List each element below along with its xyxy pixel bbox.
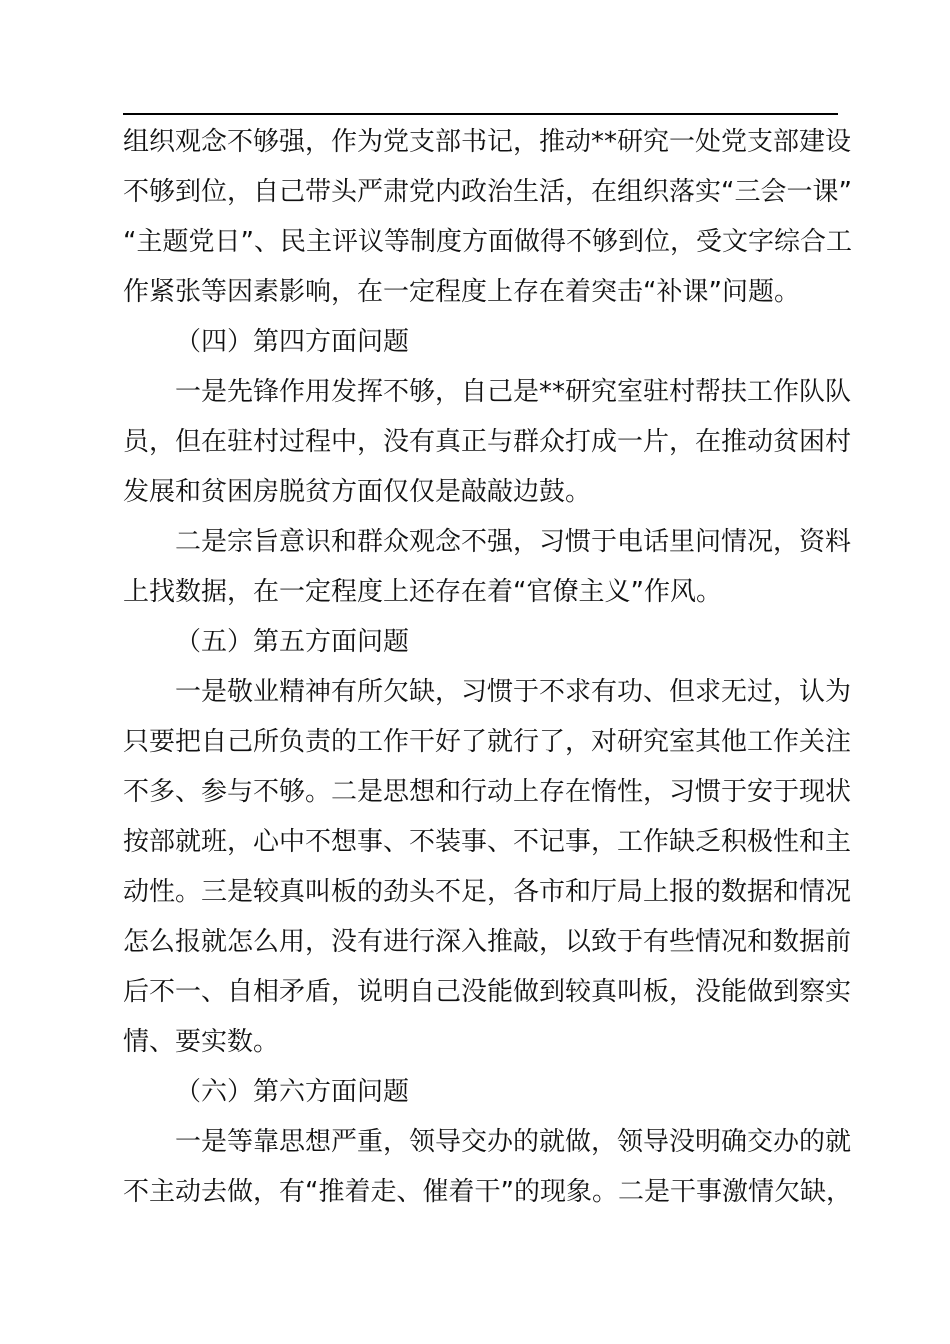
paragraph-line: 二是宗旨意识和群众观念不强，习惯于电话里问情况，资料 [175,527,852,557]
paragraph-line: 员，但在驻村过程中，没有真正与群众打成一片，在推动贫困村 [123,427,852,457]
paragraph-line: 只要把自己所负责的工作干好了就行了，对研究室其他工作关注 [123,727,852,757]
paragraph-line: 后不一、自相矛盾，说明自己没能做到较真叫板，没能做到察实 [123,977,852,1007]
paragraph-line: 不多、参与不够。二是思想和行动上存在惰性，习惯于安于现状 [123,777,852,807]
paragraph-line: 上找数据，在一定程度上还存在着“官僚主义”作风。 [123,577,722,607]
paragraph-line: 不够到位，自己带头严肃党内政治生活，在组织落实“三会一课” [123,177,852,207]
paragraph-line: 一是等靠思想严重，领导交办的就做，领导没明确交办的就 [175,1127,852,1157]
section-heading-5: （五）第五方面问题 [175,627,410,657]
paragraph-line: 一是先锋作用发挥不够，自己是**研究室驻村帮扶工作队队 [175,377,852,407]
paragraph-line: “主题党日”、民主评议等制度方面做得不够到位，受文字综合工 [123,227,852,257]
header-divider [123,113,838,115]
paragraph-line: 情、要实数。 [123,1027,280,1057]
section-heading-6: （六）第六方面问题 [175,1077,410,1107]
paragraph-line: 一是敬业精神有所欠缺，习惯于不求有功、但求无过，认为 [175,677,852,707]
paragraph-line: 怎么报就怎么用，没有进行深入推敲，以致于有些情况和数据前 [123,927,852,957]
paragraph-line: 发展和贫困房脱贫方面仅仅是敲敲边鼓。 [123,477,592,507]
paragraph-line: 组织观念不够强，作为党支部书记，推动**研究一处党支部建设 [123,127,852,157]
paragraph-line: 不主动去做，有“推着走、催着干”的现象。二是干事激情欠缺， [123,1177,852,1207]
paragraph-line: 按部就班，心中不想事、不装事、不记事，工作缺乏积极性和主 [123,827,852,857]
paragraph-line: 作紧张等因素影响，在一定程度上存在着突击“补课”问题。 [123,277,800,307]
paragraph-line: 动性。三是较真叫板的劲头不足，各市和厅局上报的数据和情况 [123,877,852,907]
section-heading-4: （四）第四方面问题 [175,327,410,357]
